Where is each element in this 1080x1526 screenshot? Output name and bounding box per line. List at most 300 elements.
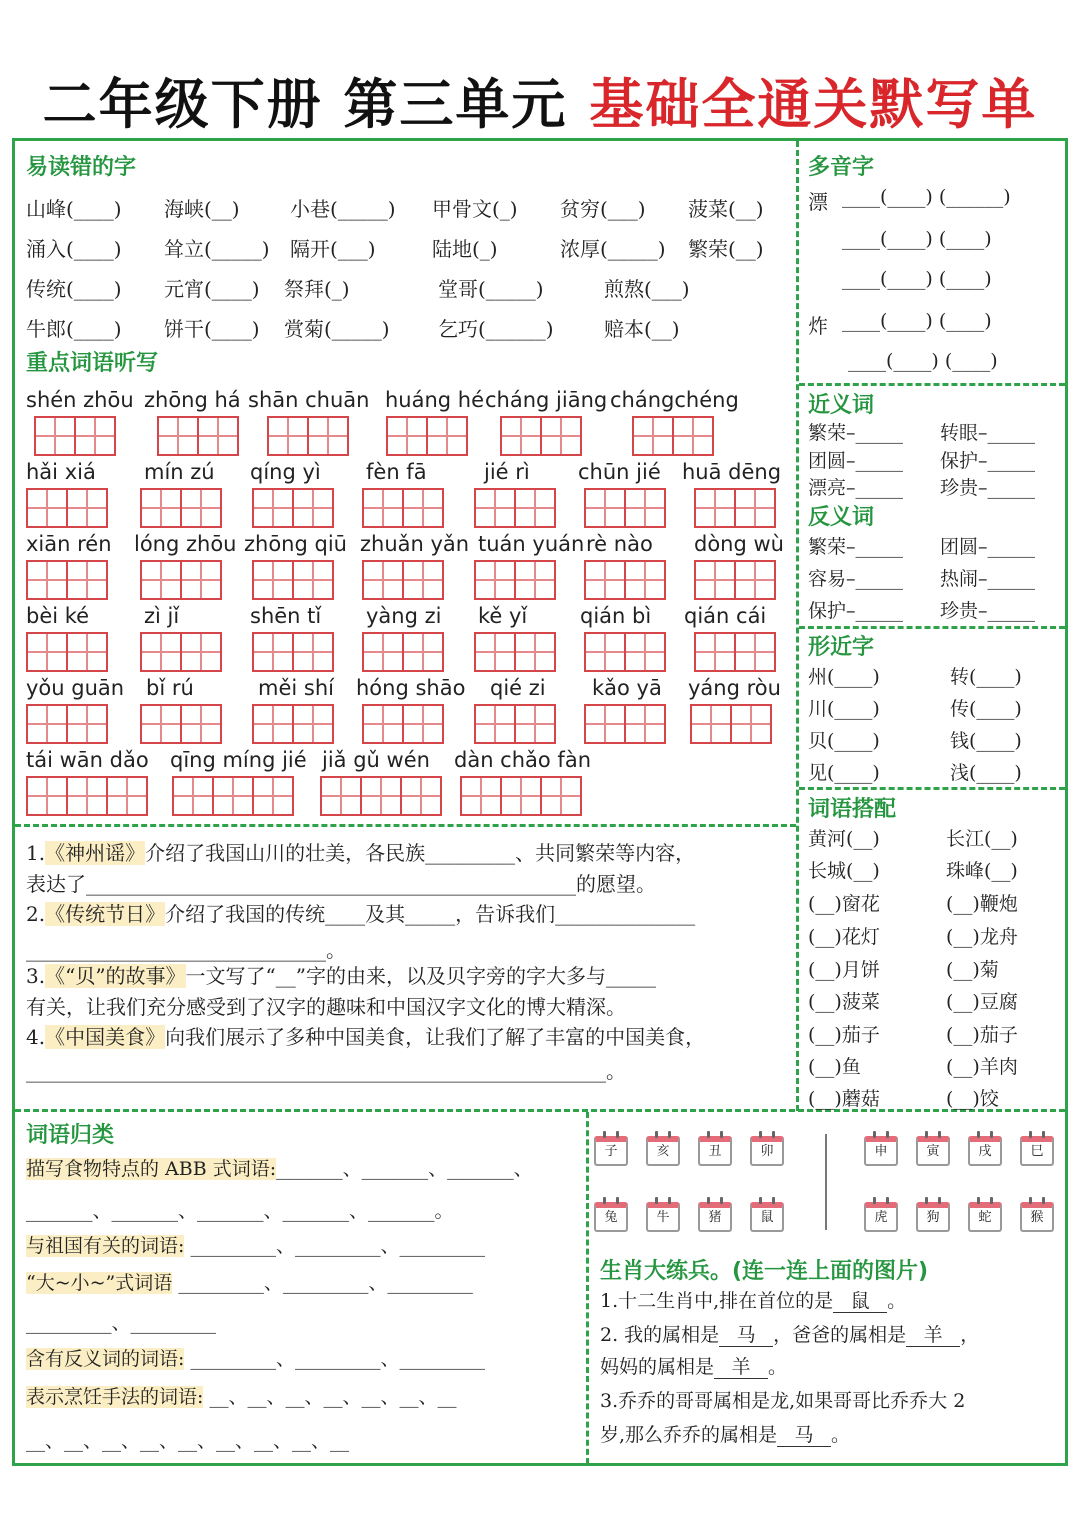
shengxiao-question <box>600 1420 850 1451</box>
jinyi-item[interactable]: 漂亮–_____ <box>808 477 904 499</box>
zodiac-card[interactable]: 狗 <box>916 1202 950 1232</box>
pinyin-label: zhōng qiū <box>244 532 347 556</box>
dapei-item[interactable]: 珠峰(__) <box>946 860 1018 882</box>
duoyin-blank[interactable]: ____(____) (____) <box>842 310 992 332</box>
tianzige-cell[interactable] <box>514 704 556 744</box>
tianzige-cell[interactable] <box>474 560 516 600</box>
pinyin-label: yàng zi <box>366 604 442 628</box>
tianzige-grid[interactable] <box>584 704 664 744</box>
dapei-item[interactable]: (__)月饼 <box>808 959 880 981</box>
tianzige-cell[interactable] <box>730 704 772 744</box>
tianzige-cell[interactable] <box>180 488 222 528</box>
yidu-item: 饼干(____) <box>164 317 260 341</box>
tianzige-cell[interactable] <box>26 776 68 816</box>
guilei-blanks[interactable]: _______、_______、_______、_______、_______。 <box>26 1200 454 1222</box>
tianzige-cell[interactable] <box>402 704 444 744</box>
section-title-xingjin: 形近字 <box>808 635 875 660</box>
tianzige-cell[interactable] <box>694 632 736 672</box>
divider-bottom-section <box>15 1109 1065 1112</box>
tianzige-grid[interactable] <box>26 488 106 528</box>
tianzige-cell[interactable] <box>267 416 309 456</box>
tianzige-cell[interactable] <box>362 704 404 744</box>
tianzige-grid[interactable] <box>252 632 332 672</box>
pinyin-label: kě yǐ <box>478 604 528 628</box>
tianzige-cell[interactable] <box>66 560 108 600</box>
pinyin-label: qié zi <box>490 676 546 700</box>
tianzige-cell[interactable] <box>402 560 444 600</box>
answer-blank[interactable]: 马 <box>719 1324 773 1347</box>
tianzige-grid[interactable] <box>362 632 442 672</box>
tianzige-grid[interactable] <box>140 704 220 744</box>
tianzige-cell[interactable] <box>197 416 239 456</box>
pinyin-label: cháng jiāng <box>485 388 608 412</box>
zodiac-card[interactable]: 蛇 <box>968 1202 1002 1232</box>
pinyin-label: chángchéng <box>610 388 739 412</box>
dapei-item[interactable]: (__)窗花 <box>808 893 880 915</box>
title-highlight: 基础全通关默写单 <box>589 73 1038 136</box>
section-title-guilei: 词语归类 <box>26 1123 115 1148</box>
tianzige-cell[interactable] <box>66 704 108 744</box>
tianzige-grid[interactable] <box>474 632 554 672</box>
pinyin-label: hǎi xiá <box>26 460 96 484</box>
dapei-item[interactable]: (__)豆腐 <box>946 991 1018 1013</box>
guilei-label: 描写食物特点的 ABB 式词语: <box>26 1158 277 1180</box>
zodiac-card[interactable]: 兔 <box>594 1202 628 1232</box>
tianzige-grid[interactable] <box>26 704 106 744</box>
fanyi-item[interactable]: 热闹–_____ <box>940 568 1036 590</box>
tianzige-cell[interactable] <box>307 416 349 456</box>
fill-line <box>26 961 656 992</box>
fanyi-item[interactable]: 容易–_____ <box>808 568 904 590</box>
duoyin-char: 炸 <box>808 314 828 338</box>
guilei-blanks[interactable]: __、__、__、__、__、__、__ <box>203 1386 457 1408</box>
dapei-item[interactable]: 长江(__) <box>946 828 1018 850</box>
tianzige-grid[interactable] <box>584 632 664 672</box>
tianzige-cell[interactable] <box>632 416 674 456</box>
tianzige-cell[interactable] <box>362 488 404 528</box>
divider-xingjin <box>799 626 1065 629</box>
dapei-item[interactable]: 黄河(__) <box>808 828 880 850</box>
tianzige-cell[interactable] <box>362 632 404 672</box>
duoyin-blank[interactable]: ____(____) (____) <box>842 268 992 290</box>
tianzige-cell[interactable] <box>624 632 666 672</box>
tianzige-cell[interactable] <box>584 704 626 744</box>
jinyi-item[interactable]: 团圆–_____ <box>808 450 904 472</box>
tianzige-grid[interactable] <box>26 560 106 600</box>
tianzige-cell[interactable] <box>690 704 732 744</box>
tianzige-cell[interactable] <box>66 488 108 528</box>
shengxiao-question <box>600 1286 906 1317</box>
tianzige-grid[interactable] <box>172 776 292 816</box>
yidu-item: 赏菊(_____) <box>284 317 390 341</box>
pinyin-label: lóng zhōu <box>134 532 237 556</box>
guilei-line <box>26 1268 473 1299</box>
tianzige-cell[interactable] <box>140 632 182 672</box>
tianzige-grid[interactable] <box>694 632 774 672</box>
fill-number: 1. <box>26 841 46 865</box>
tianzige-grid[interactable] <box>694 560 774 600</box>
zodiac-card[interactable]: 牛 <box>646 1202 680 1232</box>
answer-blank[interactable]: 羊 <box>714 1356 768 1379</box>
tianzige-cell[interactable] <box>514 488 556 528</box>
tianzige-cell[interactable] <box>584 488 626 528</box>
guilei-blanks[interactable]: _________、_________ <box>26 1312 217 1334</box>
yidu-item: 元宵(____) <box>164 277 260 301</box>
xingjin-item[interactable]: 州(____) <box>808 666 880 688</box>
dapei-item[interactable]: (__)菊 <box>946 959 999 981</box>
yidu-item: 甲骨文(_) <box>432 197 518 221</box>
guilei-label: 与祖国有关的词语: <box>26 1235 185 1257</box>
answer-blank[interactable]: 鼠 <box>833 1290 887 1313</box>
yidu-item: 乞巧(______) <box>438 317 554 341</box>
shengxiao-question <box>600 1386 965 1417</box>
guilei-blanks[interactable]: _________、_________、_________ <box>184 1348 485 1370</box>
tianzige-grid[interactable] <box>584 488 664 528</box>
tianzige-cell[interactable] <box>180 632 222 672</box>
pinyin-label: yáng ròu <box>688 676 781 700</box>
fill-line <box>26 838 695 869</box>
fill-text: 介绍了我国的传统____及其_____，告诉我们______________ <box>165 902 696 926</box>
tianzige-cell[interactable] <box>624 704 666 744</box>
dapei-item[interactable]: 长城(__) <box>808 860 880 882</box>
tianzige-cell[interactable] <box>180 704 222 744</box>
section-title-jinyi: 近义词 <box>808 393 875 418</box>
question-text: 妈妈的属相是 <box>600 1356 715 1378</box>
question-text: 。 <box>831 1424 851 1446</box>
tianzige-cell[interactable] <box>252 632 294 672</box>
guilei-line <box>26 1344 485 1375</box>
pinyin-label: tái wān dǎo <box>26 748 149 772</box>
tianzige-cell[interactable] <box>402 488 444 528</box>
yidu-item: 贫穷(___) <box>560 197 646 221</box>
tianzige-grid[interactable] <box>690 704 770 744</box>
tianzige-cell[interactable] <box>26 560 68 600</box>
guilei-label: “大~小~”式词语 <box>26 1272 173 1294</box>
tianzige-grid[interactable] <box>140 632 220 672</box>
guilei-line <box>26 1154 533 1185</box>
tianzige-grid[interactable] <box>320 776 440 816</box>
tianzige-cell[interactable] <box>252 560 294 600</box>
guilei-label: 表示烹饪手法的词语: <box>26 1386 204 1408</box>
dapei-item[interactable]: (__)鞭炮 <box>946 893 1018 915</box>
yidu-item: 煎熬(___) <box>604 277 690 301</box>
fill-text: 表达了_________________________________________________的愿望。 <box>26 872 656 896</box>
tianzige-cell[interactable] <box>514 632 556 672</box>
tianzige-grid[interactable] <box>362 560 442 600</box>
xingjin-item[interactable]: 转(____) <box>950 666 1022 688</box>
pinyin-label: bǐ rú <box>146 676 194 700</box>
tianzige-cell[interactable] <box>360 776 402 816</box>
tianzige-cell[interactable] <box>252 704 294 744</box>
tianzige-grid[interactable] <box>252 704 332 744</box>
title-main: 二年级下册 第三单元 <box>42 73 568 136</box>
zodiac-card[interactable]: 卯 <box>750 1136 784 1166</box>
tianzige-cell[interactable] <box>74 416 116 456</box>
pinyin-label: měi shí <box>258 676 334 700</box>
zodiac-card[interactable]: 丑 <box>698 1136 732 1166</box>
section-title-duoyin: 多音字 <box>808 155 875 180</box>
shengxiao-question <box>600 1352 787 1383</box>
zodiac-card[interactable]: 鼠 <box>750 1202 784 1232</box>
yidu-item: 陆地(_) <box>432 237 498 261</box>
tianzige-cell[interactable] <box>400 776 442 816</box>
section-title-yidu: 易读错的字 <box>26 155 137 180</box>
pinyin-label: tuán yuán <box>478 532 585 556</box>
dapei-item[interactable]: (__)花灯 <box>808 926 880 948</box>
tianzige-cell[interactable] <box>694 488 736 528</box>
pinyin-label: huā dēng <box>682 460 782 484</box>
tianzige-grid[interactable] <box>140 488 220 528</box>
pinyin-label: fèn fā <box>366 460 427 484</box>
yidu-item: 涌入(____) <box>26 237 122 261</box>
yidu-item: 赔本(__) <box>604 317 680 341</box>
tianzige-cell[interactable] <box>694 560 736 600</box>
tianzige-grid[interactable] <box>26 632 106 672</box>
jinyi-item[interactable]: 保护–_____ <box>940 450 1036 472</box>
pinyin-label: chūn jié <box>578 460 661 484</box>
zodiac-card[interactable]: 亥 <box>646 1136 680 1166</box>
tianzige-cell[interactable] <box>624 560 666 600</box>
fill-text: __________________________________________________________。 <box>26 1059 626 1083</box>
fanyi-item[interactable]: 珍贵–_____ <box>940 600 1036 622</box>
tianzige-cell[interactable] <box>157 416 199 456</box>
guilei-blanks[interactable]: _________、_________、_________ <box>172 1272 473 1294</box>
fanyi-item[interactable]: 团圆–_____ <box>940 536 1036 558</box>
guilei-line <box>26 1382 456 1413</box>
guilei-line <box>26 1308 216 1339</box>
yidu-item: 牛郎(____) <box>26 317 122 341</box>
fill-line <box>26 1022 705 1053</box>
yidu-item: 繁荣(__) <box>688 237 764 261</box>
tianzige-grid[interactable] <box>694 488 774 528</box>
tianzige-cell[interactable] <box>474 488 516 528</box>
tianzige-cell[interactable] <box>66 776 108 816</box>
zodiac-card[interactable]: 猴 <box>1020 1202 1054 1232</box>
tianzige-cell[interactable] <box>584 560 626 600</box>
zodiac-card[interactable]: 巳 <box>1020 1136 1054 1166</box>
tianzige-cell[interactable] <box>34 416 76 456</box>
pinyin-label: kǎo yā <box>592 676 662 700</box>
fill-book-title: 《传统节日》 <box>45 902 166 926</box>
tianzige-cell[interactable] <box>460 776 502 816</box>
tianzige-cell[interactable] <box>292 488 334 528</box>
tianzige-grid[interactable] <box>474 560 554 600</box>
tianzige-grid[interactable] <box>26 776 146 816</box>
tianzige-grid[interactable] <box>460 776 580 816</box>
yidu-item: 传统(____) <box>26 277 122 301</box>
jinyi-item[interactable]: 转眼–_____ <box>940 422 1036 444</box>
xingjin-item[interactable]: 浅(____) <box>950 762 1022 784</box>
dapei-item[interactable]: (__)龙舟 <box>946 926 1018 948</box>
fill-line <box>26 1056 626 1087</box>
tianzige-cell[interactable] <box>320 776 362 816</box>
yidu-item: 祭拜(_) <box>284 277 350 301</box>
tianzige-grid[interactable] <box>140 560 220 600</box>
duoyin-char: 漂 <box>808 190 828 214</box>
fill-text: 一文写了“__”字的由来，以及贝字旁的字大多与_____ <box>185 964 656 988</box>
jinyi-item[interactable]: 珍贵–_____ <box>940 477 1036 499</box>
xingjin-item[interactable]: 见(____) <box>808 762 880 784</box>
fanyi-item[interactable]: 繁荣–_____ <box>808 536 904 558</box>
tianzige-grid[interactable] <box>267 416 347 456</box>
yidu-item: 海峡(__) <box>164 197 240 221</box>
tianzige-cell[interactable] <box>140 488 182 528</box>
tianzige-cell[interactable] <box>426 416 468 456</box>
tianzige-cell[interactable] <box>26 632 68 672</box>
tianzige-grid[interactable] <box>584 560 664 600</box>
tianzige-cell[interactable] <box>402 632 444 672</box>
guilei-blanks[interactable]: __、__、__、__、__、__、__、__、__ <box>26 1430 350 1452</box>
tianzige-cell[interactable] <box>624 488 666 528</box>
guilei-label: 含有反义词的词语: <box>26 1348 185 1370</box>
guilei-line <box>26 1196 454 1227</box>
question-text: 3.乔乔的哥哥属相是龙,如果哥哥比乔乔大 2 <box>600 1390 966 1412</box>
xingjin-item[interactable]: 传(____) <box>950 698 1022 720</box>
pinyin-label: xiān rén <box>26 532 112 556</box>
jinyi-item[interactable]: 繁荣–_____ <box>808 422 904 444</box>
question-text: ， <box>960 1324 980 1346</box>
xingjin-item[interactable]: 钱(____) <box>950 730 1022 752</box>
fill-book-title: 《神州谣》 <box>45 841 146 865</box>
divider-fill-section <box>15 824 796 827</box>
divider-jinyi <box>799 383 1065 386</box>
dapei-item[interactable]: (__)羊肉 <box>946 1056 1018 1078</box>
tianzige-cell[interactable] <box>212 776 254 816</box>
dapei-item[interactable]: (__)茄子 <box>808 1024 880 1046</box>
fill-text: ______________________________。 <box>26 938 346 962</box>
pinyin-label: jié rì <box>484 460 530 484</box>
dapei-item[interactable]: (__)饺 <box>946 1088 999 1110</box>
tianzige-cell[interactable] <box>672 416 714 456</box>
pinyin-label: bèi ké <box>26 604 90 628</box>
yidu-item: 菠菜(__) <box>688 197 764 221</box>
tianzige-cell[interactable] <box>362 560 404 600</box>
pinyin-label: qīng míng jié <box>170 748 307 772</box>
pinyin-label: rè nào <box>586 532 653 556</box>
question-text: 1.十二生肖中,排在首位的是 <box>600 1290 834 1312</box>
tianzige-cell[interactable] <box>66 632 108 672</box>
tianzige-cell[interactable] <box>140 560 182 600</box>
tianzige-cell[interactable] <box>500 416 542 456</box>
duoyin-blank[interactable]: ____(____) (____) <box>848 350 998 372</box>
tianzige-grid[interactable] <box>157 416 237 456</box>
pinyin-label: qián bì <box>580 604 652 628</box>
xingjin-item[interactable]: 贝(____) <box>808 730 880 752</box>
tianzige-grid[interactable] <box>632 416 712 456</box>
duoyin-blank[interactable]: ____(____) (____) <box>842 228 992 250</box>
tianzige-cell[interactable] <box>734 632 776 672</box>
fill-text: 向我们展示了多种中国美食，让我们了解了丰富的中国美食， <box>165 1025 706 1049</box>
pinyin-label: shān chuān <box>248 388 370 412</box>
page-title <box>0 62 1080 139</box>
tianzige-cell[interactable] <box>292 560 334 600</box>
tianzige-cell[interactable] <box>540 416 582 456</box>
divider-dapei <box>799 787 1065 790</box>
tianzige-cell[interactable] <box>734 488 776 528</box>
tianzige-cell[interactable] <box>172 776 214 816</box>
section-title-shengxiao: 生肖大练兵。(连一连上面的图片) <box>600 1259 929 1284</box>
pinyin-label: qián cái <box>684 604 767 628</box>
dapei-item[interactable]: (__)鱼 <box>808 1056 861 1078</box>
tianzige-cell[interactable] <box>180 560 222 600</box>
pinyin-label: yǒu guān <box>26 676 125 700</box>
tianzige-cell[interactable] <box>252 776 294 816</box>
section-title-dapei: 词语搭配 <box>808 797 897 822</box>
tianzige-cell[interactable] <box>140 704 182 744</box>
tianzige-cell[interactable] <box>26 704 68 744</box>
yidu-item: 耸立(_____) <box>164 237 270 261</box>
zodiac-card[interactable]: 猪 <box>698 1202 732 1232</box>
question-text: 2. 我的属相是 <box>600 1324 720 1346</box>
zodiac-card[interactable]: 寅 <box>916 1136 950 1166</box>
tianzige-cell[interactable] <box>26 488 68 528</box>
tianzige-grid[interactable] <box>252 488 332 528</box>
tianzige-grid[interactable] <box>474 704 554 744</box>
xingjin-item[interactable]: 川(____) <box>808 698 880 720</box>
tianzige-grid[interactable] <box>252 560 332 600</box>
tianzige-cell[interactable] <box>734 560 776 600</box>
tianzige-grid[interactable] <box>386 416 466 456</box>
answer-blank[interactable]: 马 <box>777 1424 831 1447</box>
tianzige-cell[interactable] <box>584 632 626 672</box>
guilei-blanks[interactable]: _______、_______、_______、 <box>276 1158 533 1180</box>
fill-text: 有关，让我们充分感受到了汉字的趣味和中国汉字文化的博大精深。 <box>26 995 626 1019</box>
tianzige-cell[interactable] <box>106 776 148 816</box>
fill-number: 4. <box>26 1025 46 1049</box>
pinyin-label: shén zhōu <box>26 388 134 412</box>
answer-blank[interactable]: 羊 <box>906 1324 960 1347</box>
tianzige-grid[interactable] <box>362 704 442 744</box>
tianzige-grid[interactable] <box>362 488 442 528</box>
tianzige-cell[interactable] <box>474 704 516 744</box>
tianzige-cell[interactable] <box>514 560 556 600</box>
tianzige-cell[interactable] <box>292 632 334 672</box>
yidu-item: 山峰(____) <box>26 197 122 221</box>
section-title-fanyi: 反义词 <box>808 505 875 530</box>
tianzige-grid[interactable] <box>474 488 554 528</box>
fill-book-title: 《“贝”的故事》 <box>45 964 186 988</box>
shengxiao-question <box>600 1320 979 1351</box>
dapei-item[interactable]: (__)蘑菇 <box>808 1088 880 1110</box>
guilei-blanks[interactable]: _________、_________、_________ <box>184 1235 485 1257</box>
tianzige-cell[interactable] <box>474 632 516 672</box>
pinyin-label: mín zú <box>144 460 215 484</box>
guilei-line <box>26 1231 485 1262</box>
tianzige-cell[interactable] <box>252 488 294 528</box>
question-text: 岁,那么乔乔的属相是 <box>600 1424 778 1446</box>
tianzige-cell[interactable] <box>386 416 428 456</box>
duoyin-blank[interactable]: ____(____) (______) <box>842 186 1011 208</box>
zodiac-card[interactable]: 戌 <box>968 1136 1002 1166</box>
tianzige-cell[interactable] <box>500 776 542 816</box>
tianzige-grid[interactable] <box>500 416 580 456</box>
dapei-item[interactable]: (__)茄子 <box>946 1024 1018 1046</box>
pinyin-label: jiǎ gǔ wén <box>322 748 430 772</box>
yidu-item: 小巷(_____) <box>290 197 396 221</box>
tianzige-cell[interactable] <box>540 776 582 816</box>
fill-line <box>26 992 626 1023</box>
zodiac-card[interactable]: 申 <box>864 1136 898 1166</box>
dapei-item[interactable]: (__)菠菜 <box>808 991 880 1013</box>
pinyin-label: dòng wù <box>694 532 784 556</box>
question-text: ，爸爸的属相是 <box>773 1324 907 1346</box>
tianzige-cell[interactable] <box>292 704 334 744</box>
tianzige-grid[interactable] <box>34 416 114 456</box>
zodiac-card[interactable]: 虎 <box>864 1202 898 1232</box>
zodiac-card[interactable]: 子 <box>594 1136 628 1166</box>
pinyin-label: qíng yì <box>250 460 321 484</box>
fanyi-item[interactable]: 保护–_____ <box>808 600 904 622</box>
